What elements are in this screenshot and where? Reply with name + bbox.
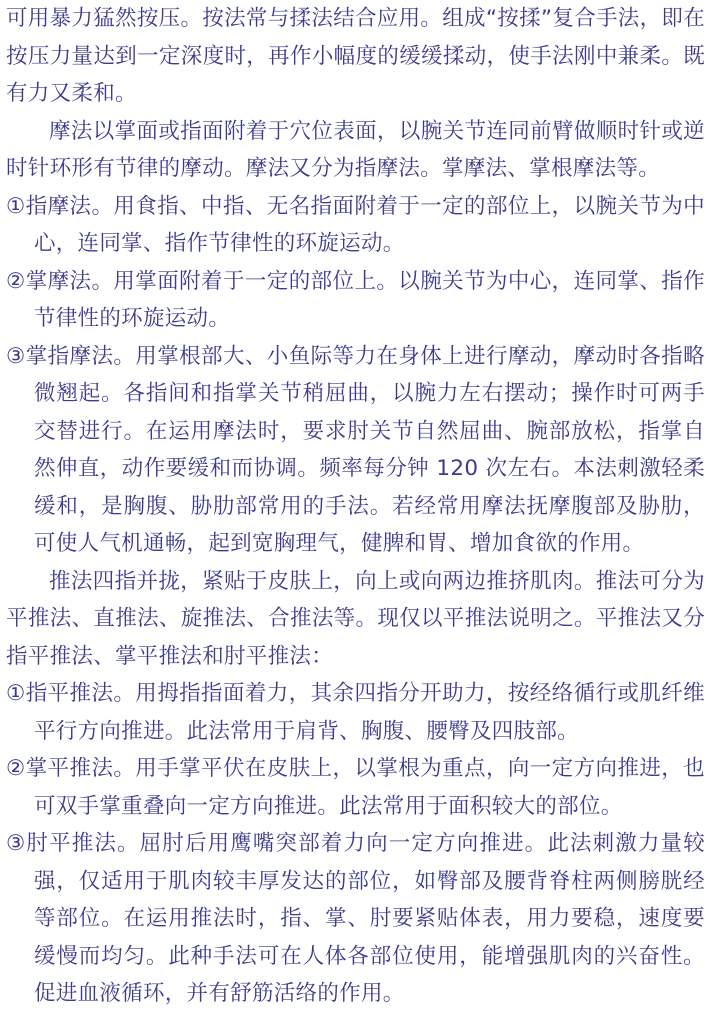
paragraph-press-method: 可用暴力猛然按压。按法常与揉法结合应用。组成“按揉”复合手法，即在按压力量达到一定深度时，再作小幅度的缓缓揉动，使手法刚中兼柔。既有力又柔和。 <box>6 6 705 106</box>
paragraph-rub-method: 摩法以掌面或指面附着于穴位表面，以腕关节连同前臂做顺时针或逆时针环形有节律的摩动。摩法又分为指摩法。掌摩法、掌根摩法等。 <box>6 118 705 181</box>
list-item-palm-rub: ②掌摩法。用掌面附着于一定的部位上。以腕关节为中心，连同掌、指作节律性的环旋运动。 <box>6 268 705 331</box>
list-item-elbow-push: ③肘平推法。屈肘后用鹰嘴突部着力向一定方向推进。此法刺激力量较强，仅适用于肌肉较丰厚发达的部位，如臀部及腰背脊柱两侧膀胱经等部位。在运用推法时，指、掌、肘要紧贴体表，用力要稳，速度要缓慢而均匀。此种手法可在人体各部位使用，能增强肌肉的兴奋性。促进血液循环，并有舒筋活络的作用。 <box>6 831 705 1006</box>
list-item-palm-push: ②掌平推法。用手掌平伏在皮肤上，以掌根为重点，向一定方向推进，也可双手掌重叠向一定方向推进。此法常用于面积较大的部位。 <box>6 756 705 819</box>
paragraph-push-method: 推法四指并拢，紧贴于皮肤上，向上或向两边推挤肌肉。推法可分为平推法、直推法、旋推法、合推法等。现仅以平推法说明之。平推法又分指平推法、掌平推法和肘平推法： <box>6 568 705 669</box>
list-item-finger-rub: ①指摩法。用食指、中指、无名指面附着于一定的部位上，以腕关节为中心，连同掌、指作节律性的环旋运动。 <box>6 193 705 256</box>
list-item-finger-push: ①指平推法。用拇指指面着力，其余四指分开助力，按经络循行或肌纤维平行方向推进。此法常用于肩背、胸腹、腰臀及四肢部。 <box>6 681 705 744</box>
list-item-palm-finger-rub: ③掌指摩法。用掌根部大、小鱼际等力在身体上进行摩动，摩动时各指略微翘起。各指间和指掌关节稍屈曲，以腕力左右摆动；操作时可两手交替进行。在运用摩法时，要求肘关节自然屈曲、腕部放松，指掌自然伸直，动作要缓和而协调。频率每分钟 120 次左右。本法刺激轻柔缓和，是胸腹、胁肋部常用的手法。若经常用摩法抚摩腹部及胁肋，可使人气机通畅，起到宽胸理气，健脾和胃、增加食欲的作用。 <box>6 343 705 556</box>
